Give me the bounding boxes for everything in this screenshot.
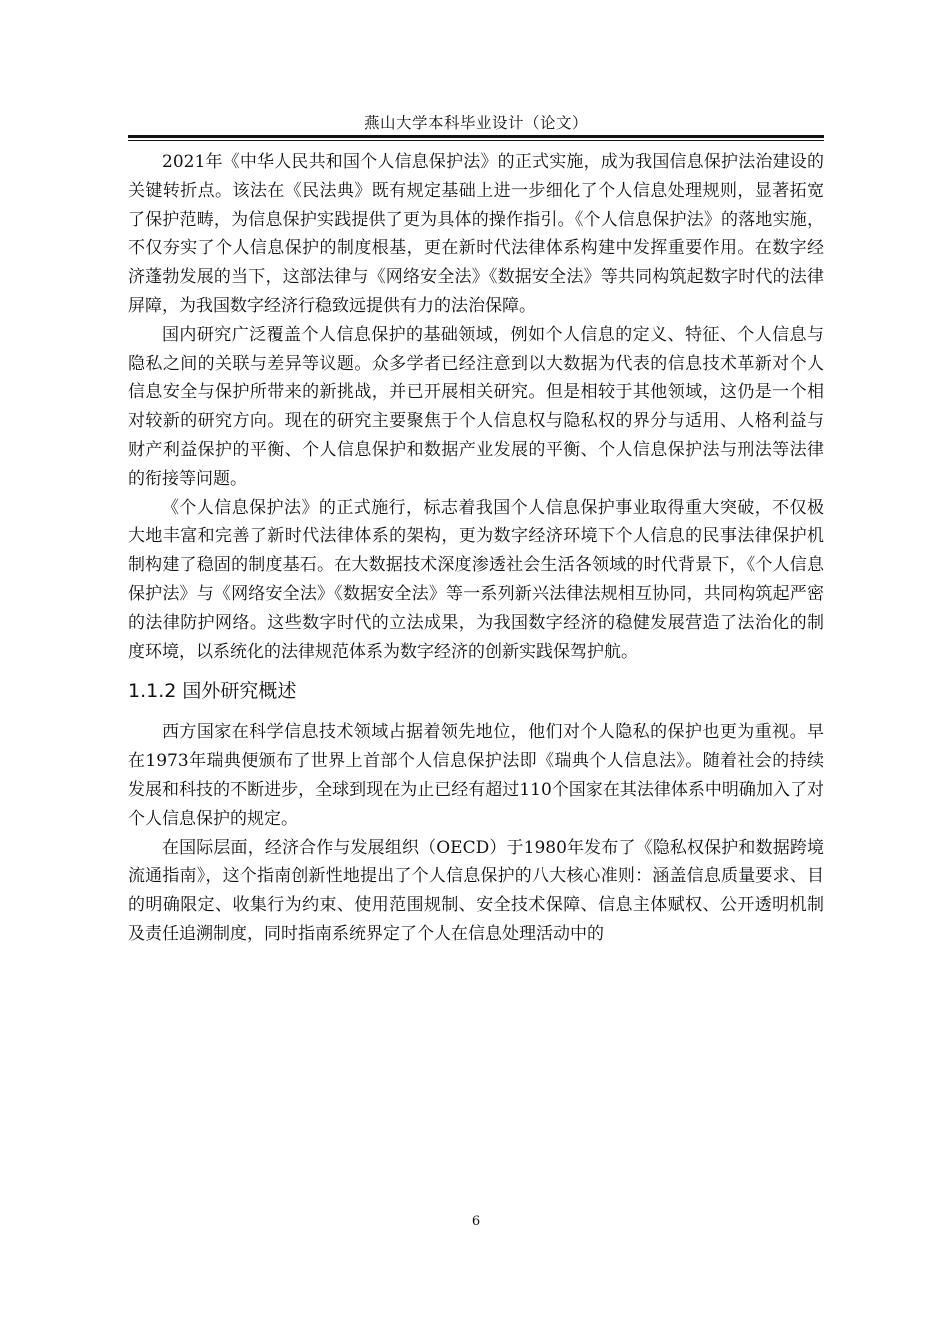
page-header: 燕山大学本科毕业设计（论文）	[363, 114, 588, 132]
paragraph-pipl-significance: 《个人信息保护法》的正式施行，标志着我国个人信息保护事业取得重大突破，不仅极大地丰富和完善了新时代法律体系的架构，更为数字经济环境下个人信息的民事法律保护机制构建了稳固的制度基石。在大数据技术深度渗透社会生活各领域的时代背景下，《个人信息保护法》与《网络安全法》《数据安全法》等一系列新兴法律法规相互协同，共同构筑起严密的法律防护网络。这些数字时代的立法成果，为我国数字经济的稳健发展营造了法治化的制度环境，以系统化的法律规范体系为数字经济的创新实践保驾护航。	[128, 497, 824, 662]
page-number: 6	[471, 1214, 481, 1229]
paragraph-western-countries: 西方国家在科学信息技术领域占据着领先地位，他们对个人隐私的保护也更为重视。早在1973年瑞典便颁布了世界上首部个人信息保护法即《瑞典个人信息法》。随着社会的持续发展和科技的不断进步，全球到现在为止已经有超过110个国家在其法律体系中明确加入了对个人信息保护的规定。	[128, 722, 824, 829]
body-text	[128, 148, 824, 949]
paragraph-pipl-implementation: 2021年《中华人民共和国个人信息保护法》的正式实施，成为我国信息保护法治建设的关键转折点。该法在《民法典》既有规定基础上进一步细化了个人信息处理规则，显著拓宽了保护范畴，为信息保护实践提供了更为具体的操作指引。《个人信息保护法》的落地实施，不仅夯实了个人信息保护的制度根基，更在新时代法律体系构建中发挥重要作用。在数字经济蓬勃发展的当下，这部法律与《网络安全法》《数据安全法》等共同构筑起数字时代的法律屏障，为我国数字经济行稳致远提供有力的法治保障。	[128, 152, 824, 316]
section-heading-foreign-research: 1.1.2 国外研究概述	[128, 680, 297, 703]
header-rule-thick	[128, 135, 824, 138]
paragraph-oecd-guidelines: 在国际层面，经济合作与发展组织（OECD）于1980年发布了《隐私权保护和数据跨境流通指南》，这个指南创新性地提出了个人信息保护的八大核心准则：涵盖信息质量要求、目的明确限定、收集行为约束、使用范围规制、安全技术保障、信息主体赋权、公开透明机制及责任追溯制度，同时指南系统界定了个人在信息处理活动中的	[128, 837, 824, 944]
paragraph-domestic-research: 国内研究广泛覆盖个人信息保护的基础领域，例如个人信息的定义、特征、个人信息与隐私之间的关联与差异等议题。众多学者已经注意到以大数据为代表的信息技术革新对个人信息安全与保护所带来的新挑战，并已开展相关研究。但是相较于其他领域，这仍是一个相对较新的研究方向。现在的研究主要聚焦于个人信息权与隐私权的界分与适用、人格利益与财产利益保护的平衡、个人信息保护和数据产业发展的平衡、个人信息保护法与刑法等法律的衔接等问题。	[128, 324, 824, 489]
header-rule-thin	[128, 140, 824, 141]
